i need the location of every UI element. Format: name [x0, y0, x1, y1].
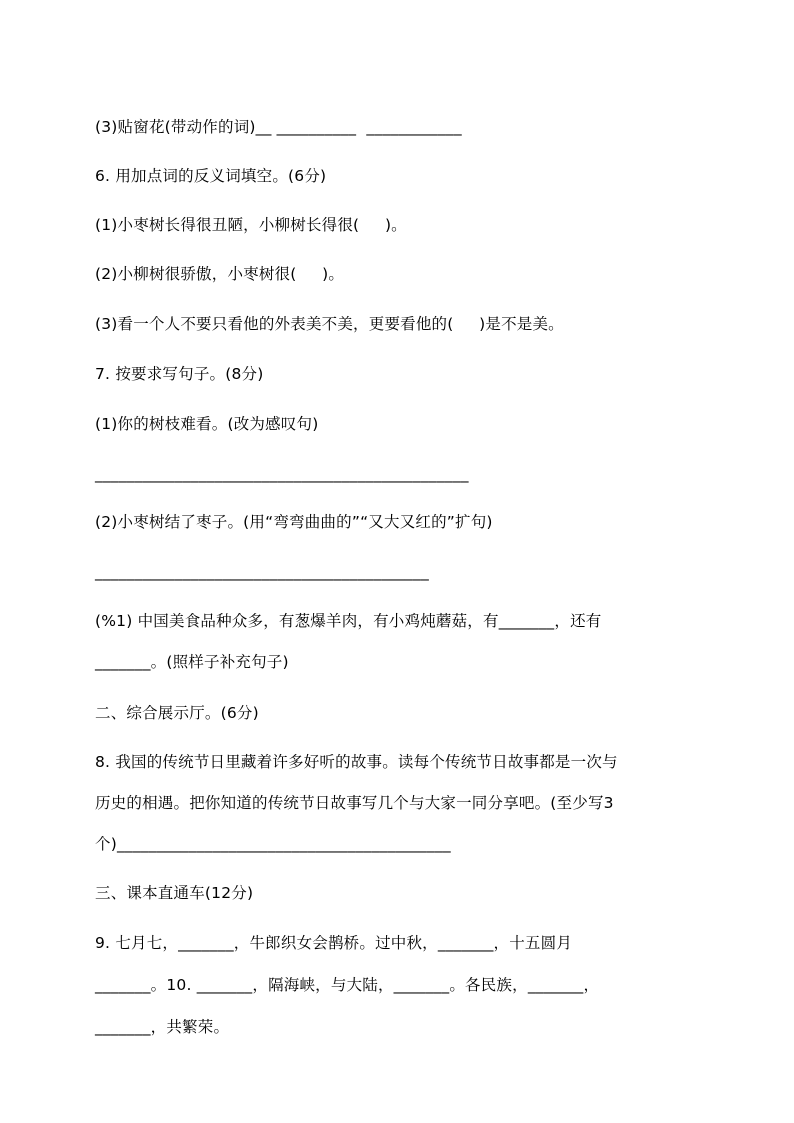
section-2-heading: 二、综合展示厅。(6分) — [95, 704, 259, 722]
question-6-2: (2)小柳树很骄傲，小枣树很( )。 — [95, 265, 345, 283]
question-6-heading: 6. 用加点词的反义词填空。(6分) — [95, 167, 327, 185]
question-8-line-2: 历史的相遇。把你知道的传统节日故事写几个与大家一同分享吧。(至少写3 — [95, 794, 614, 812]
question-6-1: (1)小枣树长得很丑陋，小柳树长得很( )。 — [95, 216, 407, 234]
question-9-line-1: 9. 七月七，_______，牛郎织女会鹊桥。过中秋，_______，十五圆月 — [95, 934, 573, 952]
question-9-10-line-2: _______。10. _______，隔海峡，与大陆，_______。各民族，_______， — [95, 976, 600, 994]
question-6-3: (3)看一个人不要只看他的外表美不美，更要看他的( )是不是美。 — [95, 315, 564, 333]
question-7-3-line-2: _______。(照样子补充句子) — [95, 653, 289, 671]
question-8-line-1: 8. 我国的传统节日里藏着许多好听的故事。读每个传统节日故事都是一次与 — [95, 753, 618, 771]
section-3-heading: 三、课本直通车(12分) — [95, 884, 254, 902]
question-7-2: (2)小枣树结了枣子。(用“弯弯曲曲的”“又大又红的”扩句) — [95, 513, 493, 531]
question-7-heading: 7. 按要求写句子。(8分) — [95, 365, 264, 383]
question-10-line-3: _______，共繁荣。 — [95, 1018, 230, 1036]
question-7-3-line-1: (%1) 中国美食品种众多，有葱爆羊肉，有小鸡炖蘑菇，有_______，还有 — [95, 612, 602, 630]
question-8-line-3: 个)__________________________________________ — [95, 835, 451, 853]
question-5-3-blanks: (3)贴窗花(带动作的词)__ __________ ____________ — [95, 118, 462, 136]
answer-line-7-1: _______________________________________________ — [95, 465, 469, 483]
question-7-1: (1)你的树枝难看。(改为感叹句) — [95, 415, 319, 433]
answer-line-7-2: __________________________________________ — [95, 563, 429, 581]
